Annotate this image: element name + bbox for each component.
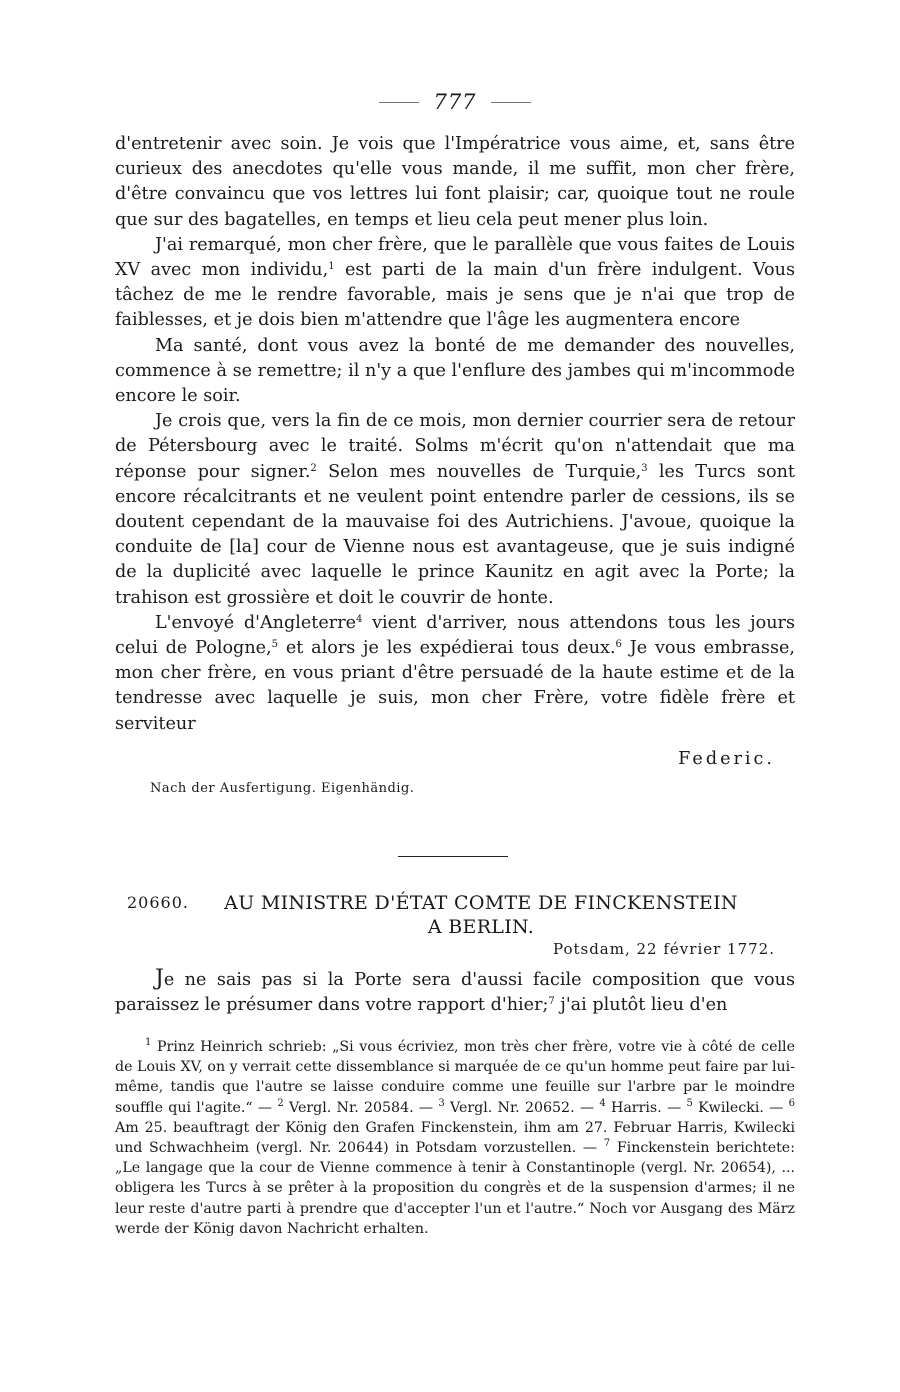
paragraph-4-text-a: Je crois que, vers la fin de ce mois, mon dernier courrier sera de retour de Pétersbourg avec le traité. Solms m'écrit qu'on n'attendait que ma réponse pour signer. [115, 411, 795, 482]
paragraph-4-text-c: les Turcs sont encore récalcitrants et ne veulent point entendre parler de cessions, ils se doutent cependant de la mauvaise foi des Autrichiens. J'avoue, quoique la conduite de [la] cour de Vienne nous est avantageuse, que je suis indigné de la duplicité avec laquelle le prince Kaunitz en agit avec la Porte; la trahison est grossière et doit le couvrir de honte. [115, 461, 795, 608]
footnote-1: Prinz Heinrich schrieb: „Si vous écriviez, mon très cher frère, votre vie à côté de celle de Louis XV, on y verrait cette dissemblance si marquée de ce qu'un homme peut faire par lui-même, tandis que l'autre se laisse conduire comme une feuille sur l'arbre par le moindre souffle qui l'agite.“ — [115, 1039, 795, 1116]
footnote-ref-5: 5 [271, 639, 279, 651]
letter-dateline [553, 940, 775, 958]
paragraph-5-text-a: L'envoyé d'Angleterre [155, 612, 357, 633]
previous-letter-text [115, 132, 795, 801]
footnote-block [115, 1037, 795, 1239]
signature: Federic. [678, 748, 775, 769]
letter-body [115, 966, 795, 1018]
paragraph-5 [115, 611, 795, 737]
footnote-5: Kwilecki. — [692, 1099, 789, 1116]
footnotes [115, 1037, 795, 1239]
footnote-ref-3: 3 [641, 462, 648, 474]
footnote-4: Harris. — [605, 1099, 687, 1116]
footnote-mark-3: 3 [438, 1097, 445, 1109]
paragraph-5-text-d: Je vous embrasse, mon cher frère, en vous priant d'être persuadé de la haute estime et de la tendresse avec laquelle je suis, mon cher Frère, votre fidèle frère et serviteur [115, 638, 795, 734]
drop-cap: J [155, 966, 164, 991]
footnote-mark-4: 4 [599, 1097, 606, 1109]
footnote-mark-6: 6 [788, 1097, 795, 1109]
letter-addressee-city: A BERLIN. [427, 916, 535, 938]
paragraph-2 [115, 233, 795, 334]
paragraph-2-text-b: est parti de la main d'un frère indulgent. Vous tâchez de me le rendre favorable, mais je sens que je n'ai que trop de faiblesses, et je dois bien m'attendre que l'âge les augmentera encore [115, 260, 795, 331]
footnote-2: Vergl. Nr. 20584. — [283, 1099, 439, 1116]
letter-addressee: AU MINISTRE D'ÉTAT COMTE DE FINCKENSTEIN [224, 892, 738, 914]
page-number: 777 [433, 90, 477, 114]
letter-place: Potsdam, [552, 940, 631, 958]
footnote-7: Finckenstein berichtete: „Le langage que la cour de Vienne commence à tenir à Constantinople (vergl. Nr. 20654), ... obligera les Turcs à se prêter à la proposition du congrès et de la suspension d'armes; il ne leur reste d'autre parti à prendre que d'accepter l'un et l'autre.“ Noch vor Ausgang des März werde der König davon Nachricht erhalten. [115, 1140, 795, 1237]
page-header [115, 84, 795, 120]
signature-row [115, 737, 795, 769]
section-divider [398, 856, 508, 857]
footnote-mark-7: 7 [603, 1138, 611, 1150]
letter-text-a: e ne sais pas si la Porte sera d'aussi facile composition que vous paraissez le présumer dans votre rapport d'hier; [115, 970, 795, 1016]
letter-heading [127, 891, 795, 939]
footnote-6: Am 25. beauftragt der König den Grafen Finckenstein, ihm am 27. Februar Harris, Kwilecki und Schwachheim (vergl. Nr. 20644) in Potsdam vorzustellen. — [115, 1119, 795, 1157]
paragraph-3: Ma santé, dont vous avez la bonté de me demander des nouvelles, commence à se remettre; il n'y a que l'enflure des jambes qui m'incommode encore le soir. [115, 335, 795, 407]
footnote-ref-4: 4 [356, 613, 363, 625]
letter-date: 22 février 1772. [636, 940, 775, 958]
footnote-mark-5: 5 [686, 1097, 693, 1109]
paragraph-5-text-c: et alors je les expédierai tous deux. [278, 638, 616, 659]
paragraph-4-text-b: Selon mes nouvelles de Turquie, [316, 461, 642, 482]
paragraph-4 [115, 409, 795, 611]
footnote-ref-6: 6 [615, 639, 622, 651]
paragraph-2-text-a: J'ai remarqué, mon cher frère, que le parallèle que vous faites de Louis XV avec mon individu, [115, 234, 795, 281]
footnote-mark-2: 2 [277, 1097, 284, 1109]
paragraph-5-text-b: vient d'arriver, nous attendons tous les jours celui de Pologne, [115, 612, 796, 659]
letter-paragraph [115, 966, 795, 1018]
paragraph-1: d'entretenir avec soin. Je vois que l'Impératrice vous aime, et, sans être curieux des anecdotes qu'elle vous mande, il me suffit, mon cher frère, d'être convaincu que vos lettres lui font plaisir; car, quoique tout ne roule que sur des bagatelles, en temps et lieu cela peut mener plus loin. [115, 134, 795, 230]
header-rule-left [379, 102, 419, 103]
footnote-3: Vergl. Nr. 20652. — [444, 1099, 600, 1116]
source-note: Nach der Ausfertigung. Eigenhändig. [150, 781, 415, 797]
footnote-mark-1: 1 [145, 1037, 152, 1048]
header-rule-right [491, 102, 531, 103]
footnote-ref-7: 7 [548, 996, 555, 1008]
footnote-ref-1: 1 [328, 261, 335, 273]
letter-number: 20660. [127, 893, 189, 912]
footnote-ref-2: 2 [310, 462, 317, 474]
letter-text-b: j'ai plutôt lieu d'en [554, 995, 728, 1016]
